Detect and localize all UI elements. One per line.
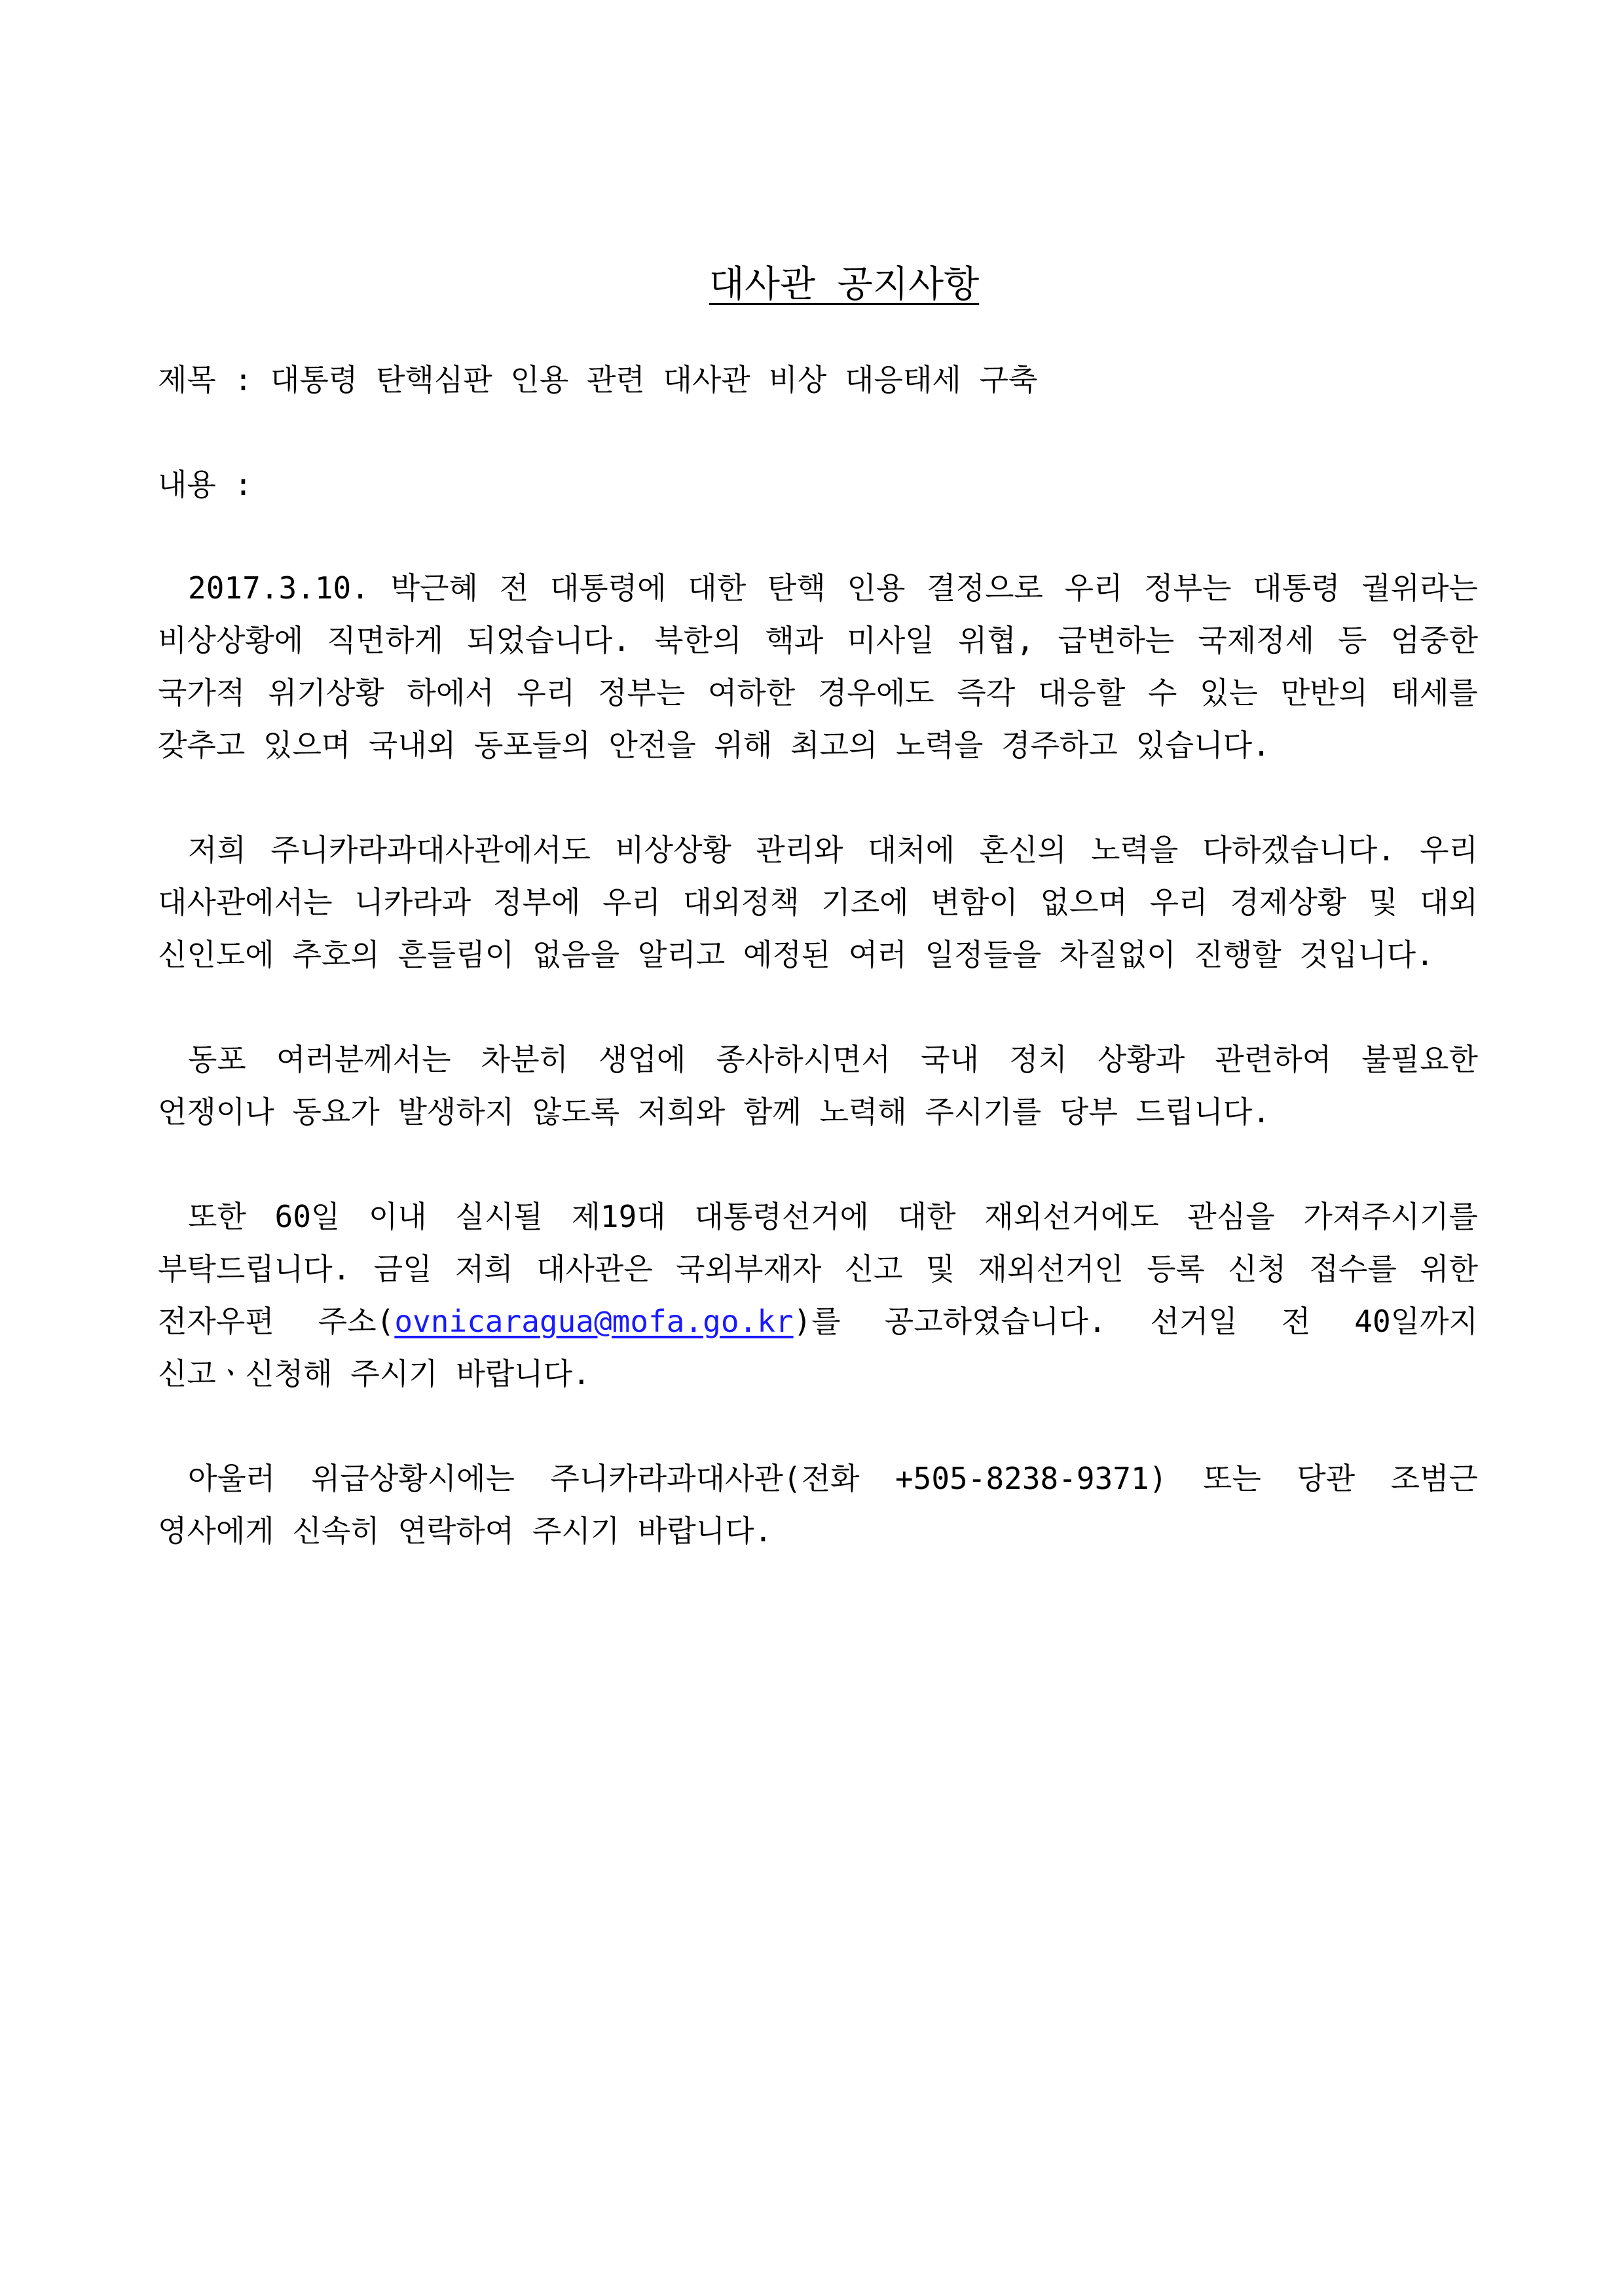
paragraph-emergency-contact: 아울러 위급상황시에는 주니카라과대사관(전화 +505-8238-9371) 또는 당관 조범근 영사에게 신속히 연락하여 주시기 바랍니다. [158, 1461, 1478, 1549]
paragraph-overseas-election [158, 1190, 1478, 1400]
document-title-text: 대사관 공지사항 [709, 263, 980, 306]
paragraph-request-calm: 동포 여러분께서는 차분히 생업에 종사하시면서 국내 정치 상황과 관련하여 불필요한 언쟁이나 동요가 발생하지 않도록 저희와 함께 노력해 주시기를 당부 드립니다. [158, 1042, 1478, 1129]
email-link[interactable]: ovnicaragua@mofa.go.kr [394, 1304, 794, 1339]
notice-document [158, 259, 1478, 1609]
content-label: 내용 : [158, 467, 253, 502]
election-text-after: )를 공고하였습니다. 선거일 전 40일까지 신고ㆍ신청해 주시기 바랍니다. [158, 1304, 1478, 1391]
subject-line [158, 354, 1478, 406]
paragraph-embassy-response: 저희 주니카라과대사관에서도 비상상황 관리와 대처에 혼신의 노력을 다하겠습니다. 우리 대사관에서는 니카라과 정부에 우리 대외정책 기조에 변함이 없으며 우리 경제상황 및 대외 신인도에 추호의 흔들림이 없음을 알리고 예정된 여러 일정들을 차질없이 진행할 것입니다. [158, 832, 1478, 972]
paragraph-impeachment: 2017.3.10. 박근혜 전 대통령에 대한 탄핵 인용 결정으로 우리 정부는 대통령 궐위라는 비상상황에 직면하게 되었습니다. 북한의 핵과 미사일 위협, 급변하는 국제정세 등 엄중한 국가적 위기상황 하에서 우리 정부는 여하한 경우에도 즉각 대응할 수 있는 만반의 태세를 갖추고 있으며 국내외 동포들의 안전을 위해 최고의 노력을 경주하고 있습니다. [158, 570, 1478, 763]
subject-text: 대통령 탄핵심판 인용 관련 대사관 비상 대응태세 구축 [270, 362, 1038, 397]
election-text-before: 또한 60일 이내 실시될 제19대 대통령선거에 대한 재외선거에도 관심을 가져주시기를 부탁드립니다. 금일 저희 대사관은 국외부재자 신고 및 재외선거인 등록 신청 접수를 위한 전자우편 주소( [158, 1199, 1478, 1339]
document-title [158, 259, 1478, 311]
subject-label: 제목 : [158, 362, 270, 397]
